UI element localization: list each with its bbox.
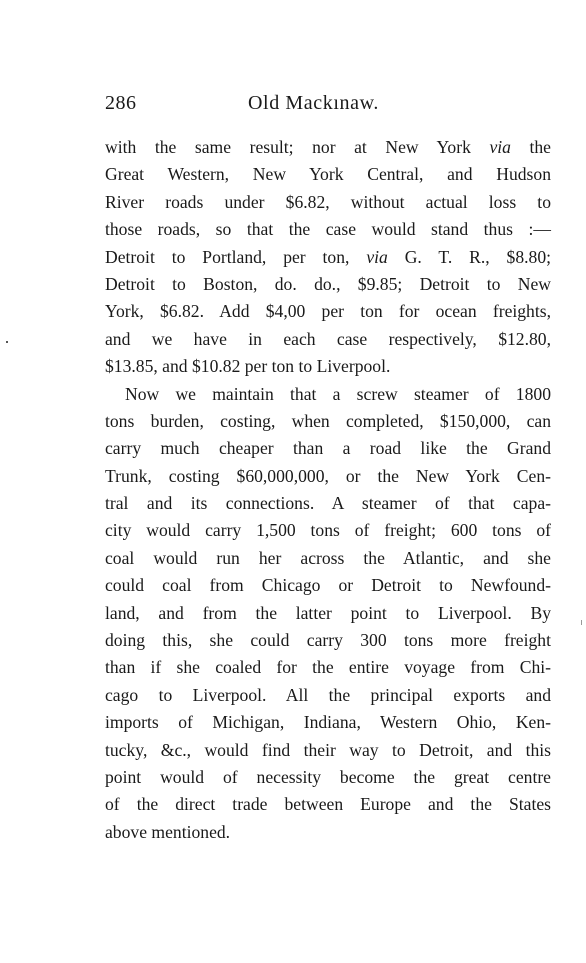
text-line: Detroit to Portland, per ton, via G. T. R., $8.80; [105,246,552,267]
text-line: point would of necessity become the great centre [105,766,551,787]
paragraph [105,381,551,847]
running-title: Old Mackınaw. [248,92,379,114]
text-line: York, $6.82. Add $4,00 per ton for ocean freights, [105,301,551,322]
text-line: tucky, &c., would find their way to Detroit, and this [105,739,551,760]
text-line: tral and its connections. A steamer of that capa- [105,493,551,514]
text-line: Trunk, costing $60,000,000, or the New York Cen- [105,465,551,486]
text-line: with the same result; nor at New York via the [105,137,551,157]
text-line: Great Western, New York Central, and Hudson [105,164,551,185]
text-line: above mentioned. [105,821,231,842]
book-page [105,92,551,846]
text-line: cago to Liverpool. All the principal exports and [105,684,551,705]
text-line: Detroit to Boston, do. do., $9.85; Detroit to New [105,273,551,294]
text-line: and we have in each case respectively, $12.80, [105,328,551,349]
text-line: those roads, so that the case would stand thus :— [105,219,551,240]
text-line: of the direct trade between Europe and the States [105,794,551,815]
page-header [105,92,551,122]
text-line: doing this, she could carry 300 tons more freight [105,630,551,651]
text-line: imports of Michigan, Indiana, Western Ohio, Ken- [105,712,551,733]
text-line: coal would run her across the Atlantic, and she [105,547,551,568]
text-line: tons burden, costing, when completed, $150,000, can [105,410,551,431]
text-line: could coal from Chicago or Detroit to Newfound- [105,575,551,596]
text-line: $13.85, and $10.82 per ton to Liverpool. [105,356,391,377]
text-line: Now we maintain that a screw steamer of 1800 [125,383,551,404]
text-line: than if she coaled for the entire voyage from Chi- [105,657,551,678]
text-line: carry much cheaper than a road like the Grand [105,438,551,459]
paragraph [105,134,551,381]
scan-speck [6,341,8,343]
text-line: River roads under $6.82, without actual loss to [105,191,551,212]
page-number: 286 [105,92,137,114]
text-line: city would carry 1,500 tons of freight; 600 tons of [105,520,551,541]
scan-speck [581,620,582,625]
text-line: land, and from the latter point to Liverpool. By [105,602,551,623]
body-text [105,134,551,846]
